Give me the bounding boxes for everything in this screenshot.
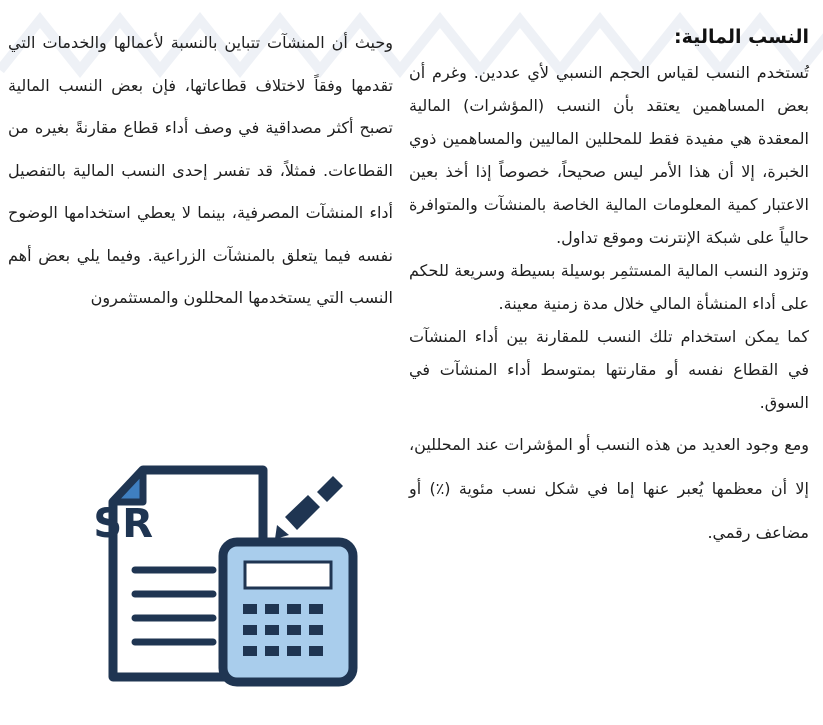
pen-icon	[275, 476, 343, 539]
calculator-icon	[223, 542, 353, 682]
financial-ratios-illustration	[93, 462, 365, 687]
right-column	[409, 22, 809, 555]
paragraph-comparison: كما يمكن استخدام تلك النسب للمقارنة بين أداء المنشآت في القطاع نفسه أو مقارنتها بمتوسط أداء المنشآت في السوق.	[409, 327, 809, 412]
paragraph-sectors: وحيث أن المنشآت تتباين بالنسبة لأعمالها والخدمات التي تقدمها وفقاً لاختلاف قطاعاتها، فإن بعض النسب المالية تصبح أكثر مصداقية في وصف أداء قطاع مقارنةً بغيره من القطاعات. فمثلاً، قد تفسر إحدى النسب المالية بالتفصيل أداء المنشآت المصرفية، بينما لا يعطي استخدامها الوضوح نفسه فيما يتعلق بالمنشآت الزراعية. وفيما يلي بعض أهم النسب التي يستخدمها المحللون والمستثمرون	[8, 33, 393, 307]
left-column	[8, 22, 393, 320]
paragraph-investor-tool: وتزود النسب المالية المستثمِر بوسيلة بسيطة وسريعة للحكم على أداء المنشأة المالي خلال مدة زمنية معينة.	[409, 261, 809, 313]
section-heading: النسب المالية:	[674, 26, 809, 48]
paragraph-percent-multiple: ومع وجود العديد من هذه النسب أو المؤشرات عند المحللين، إلا أن معظمها يُعبر عنها إما في شكل نسب مئوية (٪) أو مضاعف رقمي.	[409, 435, 809, 542]
document-label: SR	[93, 501, 153, 547]
paragraph-intro: تُستخدم النسب لقياس الحجم النسبي لأي عددين. وغرم أن بعض المساهمين يعتقد بأن النسب (المؤشرات) المالية المعقدة هي مفيدة فقط للمحللين الماليين والمساهمين ذوي الخبرة، إلا أن هذا الأمر ليس صحيحاً، خصوصاً إذا أخذ بعين الاعتبار كمية المعلومات المالية الخاصة بالمنشآت والمتوافرة حالياً على شبكة الإنترنت وموقع تداول.	[409, 63, 809, 247]
